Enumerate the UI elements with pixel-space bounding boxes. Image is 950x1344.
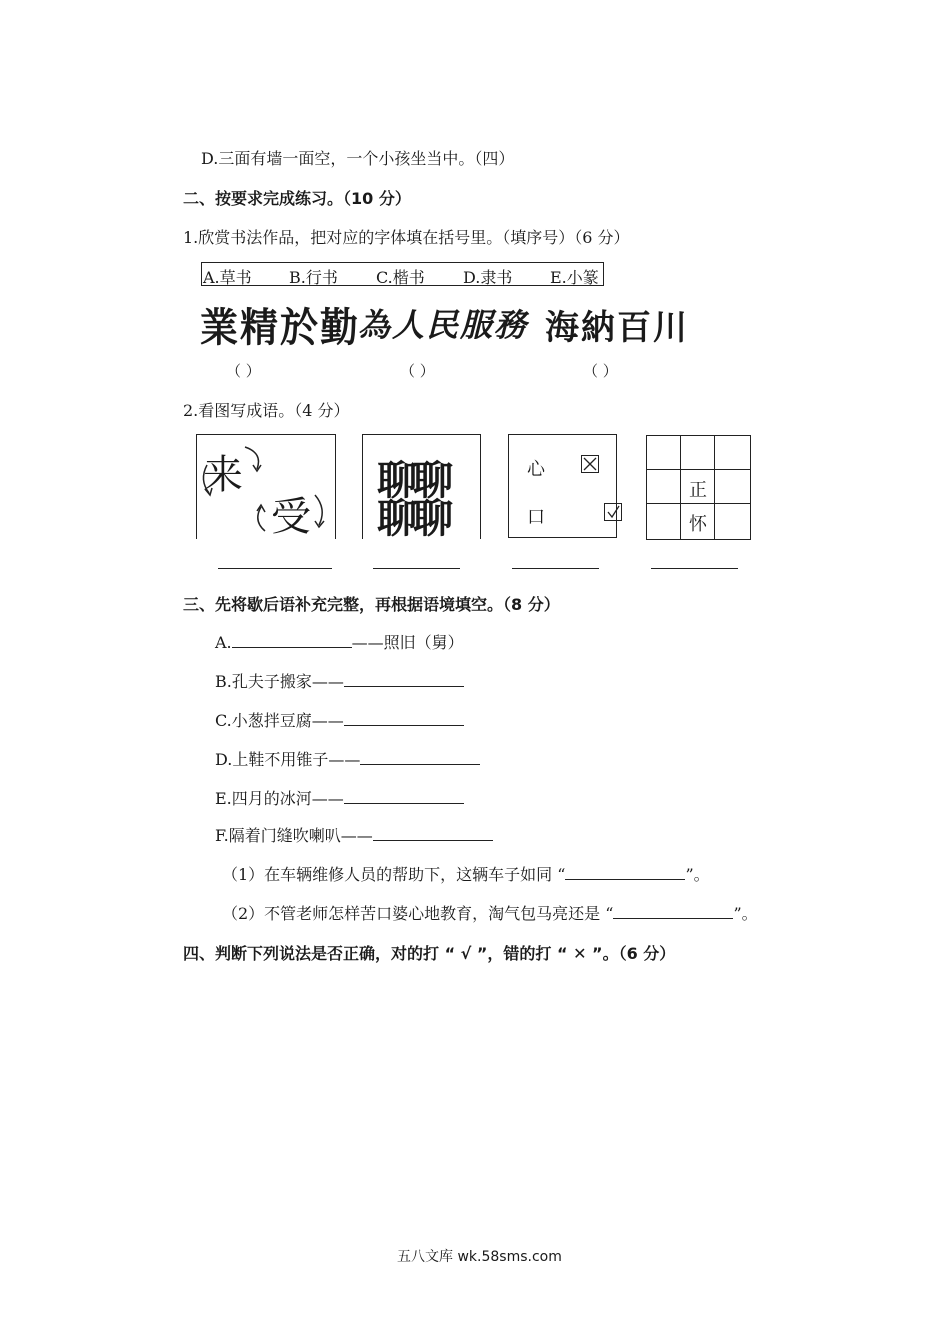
idiom-picture-4 [646,435,751,540]
footer-watermark: 五八文库 wk.58sms.com [397,1249,562,1265]
blank-b[interactable] [344,672,464,687]
char-zheng: 正 [689,480,707,501]
answer-paren-3[interactable]: （ ） [583,362,618,380]
option-d: D.隶书 [463,268,513,287]
option-a: A.草书 [203,268,252,287]
idiom-picture-2 [362,434,481,542]
xiehouyu-c: C.小葱拌豆腐—— [215,708,464,731]
xiehouyu-b: B.孔夫子搬家—— [215,669,464,692]
idiom-answer-line-2[interactable] [373,568,460,569]
idiom-picture-1 [196,434,336,539]
char-kou: 口 [527,507,545,528]
arrows-icon [197,435,335,539]
idiom-answer-line-1[interactable] [218,568,332,569]
xiehouyu-a: A. ——照旧（舅） [215,633,464,652]
question-1-text: 1.欣赏书法作品，把对应的字体填在括号里。（填序号）（6 分） [183,228,630,247]
question-d-line: D.三面有墙一面空，一个小孩坐当中。（四） [201,149,515,168]
fill-sentence-1: （1）在车辆维修人员的帮助下，这辆车子如同 “ ”。 [222,865,710,884]
calligraphy-sample-1: 業精於勤 [200,303,361,351]
xiehouyu-d: D.上鞋不用锥子—— [215,747,480,770]
font-options-box [201,262,604,286]
idiom-answer-line-4[interactable] [651,568,738,569]
char-xin: 心 [527,459,545,480]
char-liao: 聊 [413,496,449,542]
question-2-text: 2.看图写成语。（4 分） [183,401,350,420]
blank-a[interactable] [232,633,352,648]
blank-sentence-1[interactable] [565,865,685,880]
char-liao: 聊 [377,458,413,504]
section-4-heading: 四、判断下列说法是否正确，对的打 “ √ ”，错的打 “ ✕ ”。（6 分） [183,944,676,963]
xiehouyu-e: E.四月的冰河—— [215,786,464,809]
char-liao: 聊 [413,458,449,504]
fill-sentence-2: （2）不管老师怎样苦口婆心地教育，淘气包马亮还是 “ ”。 [222,904,758,923]
blank-f[interactable] [373,826,493,841]
char-liao-row-2 [377,487,449,544]
answer-paren-1[interactable]: （ ） [226,362,261,380]
blank-sentence-2[interactable] [613,904,733,919]
idiom-picture-3 [508,434,617,538]
calligraphy-sample-2: 為人民服務 [358,306,529,344]
option-c: C.楷书 [376,268,425,287]
char-huai: 怀 [689,514,707,535]
answer-paren-2[interactable]: （ ） [400,362,435,380]
blank-e[interactable] [344,789,464,804]
xiehouyu-f: F.隔着门缝吹喇叭—— [215,823,493,846]
char-liao: 聊 [377,496,413,542]
option-b: B.行书 [289,268,338,287]
char-lai: 来 [203,452,243,498]
option-e: E.小篆 [550,268,599,287]
check-box-icon [604,503,622,521]
cross-box-icon [581,455,599,473]
idiom-answer-line-3[interactable] [512,568,599,569]
char-shou: 受 [271,494,311,540]
section-2-heading: 二、按要求完成练习。（10 分） [183,189,411,208]
section-3-heading: 三、先将歇后语补充完整，再根据语境填空。（8 分） [183,595,560,614]
blank-c[interactable] [344,711,464,726]
blank-d[interactable] [360,750,480,765]
calligraphy-sample-3: 海納百川 [545,308,689,348]
